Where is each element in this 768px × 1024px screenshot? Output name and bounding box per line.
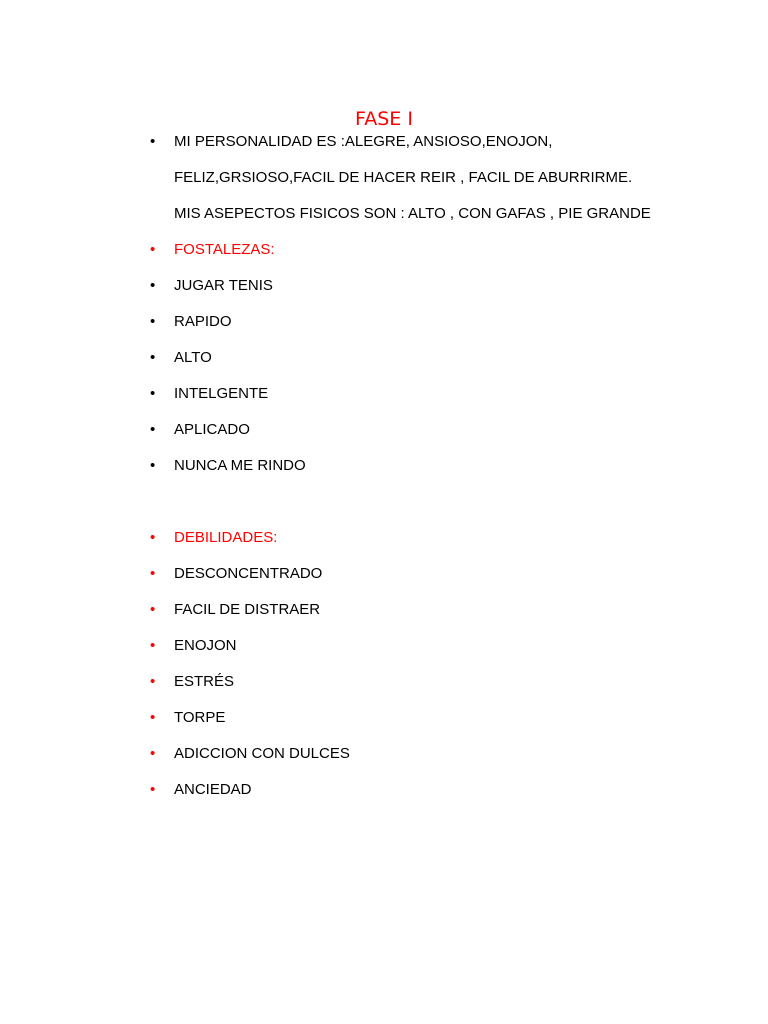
section-heading: FOSTALEZAS:: [174, 241, 275, 258]
bullet-icon: •: [150, 277, 156, 294]
list-item: [150, 451, 750, 487]
bullet-icon: •: [150, 745, 156, 762]
list-item-text: TORPE: [174, 709, 226, 726]
list-item-personality: [150, 127, 750, 163]
list-item: [150, 739, 750, 775]
bullet-icon: •: [150, 349, 156, 366]
list-item: [150, 559, 750, 595]
weaknesses-heading: [150, 523, 750, 559]
list-item: [150, 703, 750, 739]
document-body: [150, 127, 750, 811]
bullet-icon: •: [150, 781, 156, 798]
bullet-icon: •: [150, 241, 156, 258]
bullet-icon: •: [150, 385, 156, 402]
list-item: [150, 631, 750, 667]
list-item-text: ALTO: [174, 349, 212, 366]
bullet-icon: •: [150, 637, 156, 654]
bullet-icon: •: [150, 709, 156, 726]
list-item-text: ANCIEDAD: [174, 781, 252, 798]
bullet-icon: •: [150, 457, 156, 474]
document-title: FASE I: [355, 108, 413, 130]
list-item-text: FELIZ,GRSIOSO,FACIL DE HACER REIR , FACIL DE ABURRIRME.: [174, 169, 633, 186]
list-item: [150, 595, 750, 631]
list-item-text: APLICADO: [174, 421, 250, 438]
list-item: [150, 379, 750, 415]
spacer: [150, 487, 750, 523]
section-heading: DEBILIDADES:: [174, 529, 278, 546]
list-item: [150, 343, 750, 379]
list-item-text: ESTRÉS: [174, 673, 235, 690]
list-item: [150, 415, 750, 451]
list-item-text: MI PERSONALIDAD ES :ALEGRE, ANSIOSO,ENOJON,: [174, 133, 553, 150]
bullet-icon: •: [150, 313, 156, 330]
list-item: [150, 775, 750, 811]
list-item-text: INTELGENTE: [174, 385, 269, 402]
list-item: [150, 307, 750, 343]
strengths-heading: [150, 235, 750, 271]
list-item-text: NUNCA ME RINDO: [174, 457, 306, 474]
list-item-text: DESCONCENTRADO: [174, 565, 323, 582]
text-line-physical: [150, 199, 750, 235]
list-item: [150, 271, 750, 307]
list-item-text: ADICCION CON DULCES: [174, 745, 350, 762]
bullet-icon: •: [150, 565, 156, 582]
list-item-text: MIS ASEPECTOS FISICOS SON : ALTO , CON GAFAS , PIE GRANDE: [174, 205, 651, 222]
list-item: [150, 667, 750, 703]
bullet-icon: •: [150, 421, 156, 438]
bullet-icon: •: [150, 601, 156, 618]
bullet-icon: •: [150, 673, 156, 690]
list-item-text: FACIL DE DISTRAER: [174, 601, 321, 618]
list-item-text: RAPIDO: [174, 313, 232, 330]
list-item-text: ENOJON: [174, 637, 237, 654]
text-line-continued: [150, 163, 750, 199]
bullet-icon: •: [150, 133, 156, 150]
bullet-icon: •: [150, 529, 156, 546]
list-item-text: JUGAR TENIS: [174, 277, 273, 294]
